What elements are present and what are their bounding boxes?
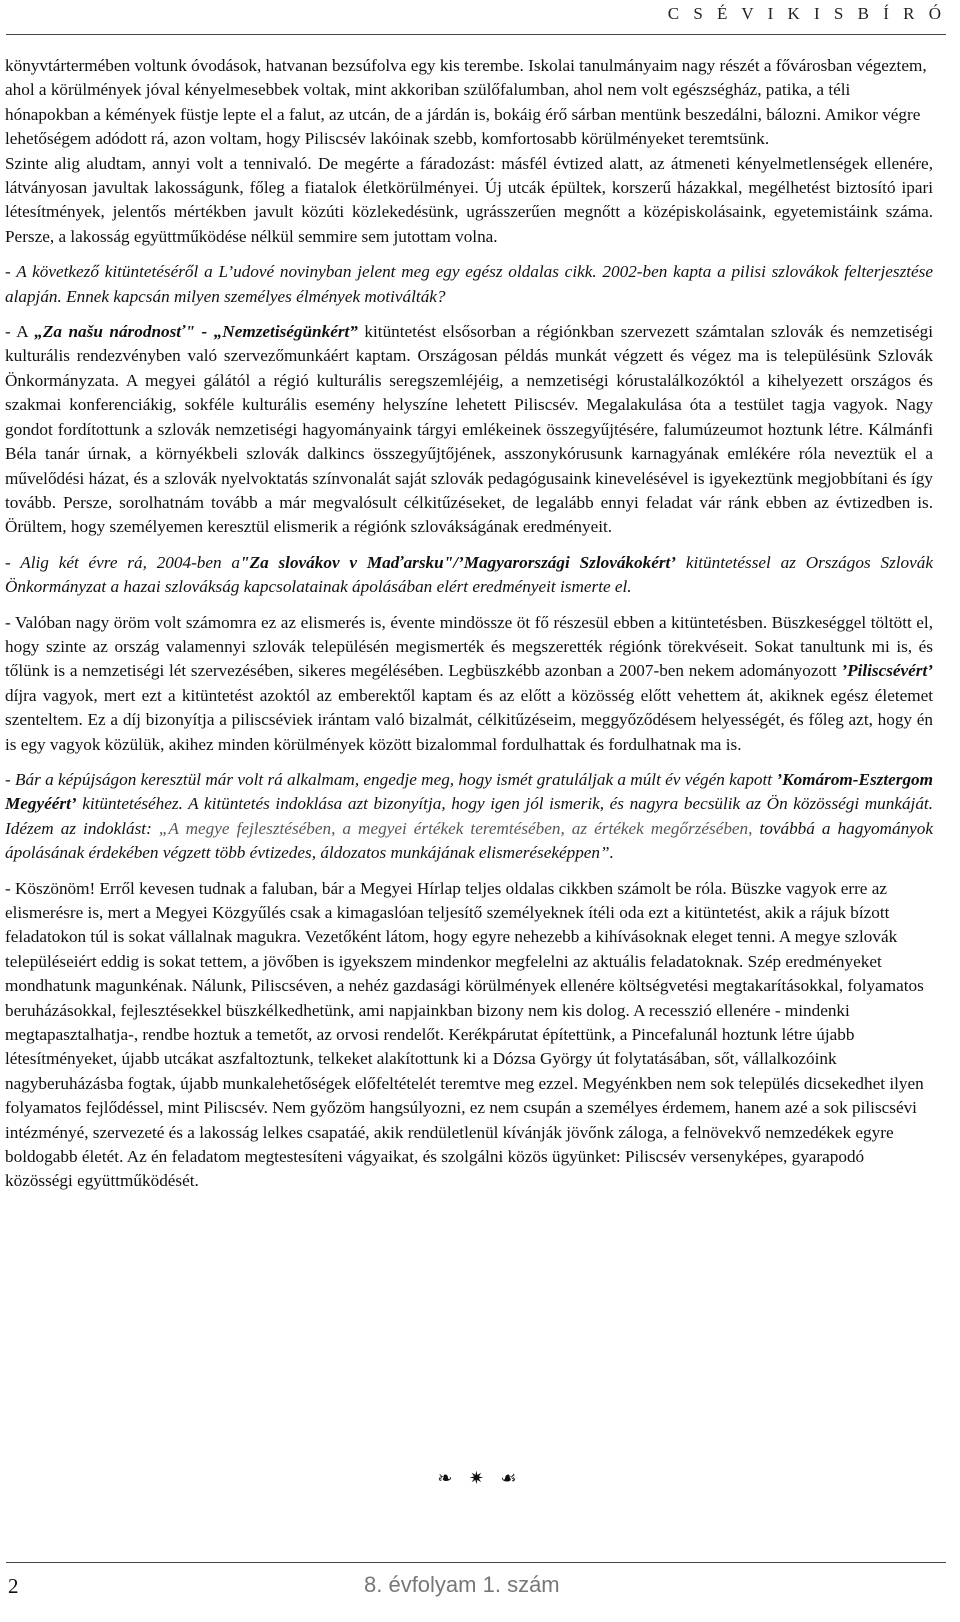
page-number: 2 xyxy=(8,1574,19,1598)
question-3 xyxy=(5,768,933,866)
question-1: - A következő kitüntetéséről a L’udové novinyban jelent meg egy egész oldalas cikk. 2002-ben kapta a pilisi szlovákok felterjesztése alapján. Ennek kapcsán milyen személyes élmények motiválták? xyxy=(5,262,933,306)
award-name-nemzetisegunkert: „Za našu národnosť" - „Nemzetiségünkért” xyxy=(34,322,358,342)
answer-2-prefix: - Valóban nagy öröm volt számomra ez az elismerés is, évente mindössze öt fő részesül ebben a kitüntetésben. Büszkeséggel töltött el, hogy szinte az ország valamennyi szlovák településén megismerték és megszerették régiónk törekvéseit. Sokat tanultunk mi is, és tőlünk is a nemzetiségi lét szervezésében, sikeres megélésében. Legbüszkébb azonban a 2007-ben nekem adományozott xyxy=(5,612,933,681)
ornament-divider: ❧ ✷ ☙ xyxy=(437,1468,523,1488)
question-3-text: továbbá a hagyományok ápolásának érdekében végzett több évtizedes, áldozatos munkájának elismeréseképpen”. xyxy=(5,818,934,863)
answer-1-prefix: - A xyxy=(5,322,35,342)
running-title: C S É V I K I S B Í R Ó xyxy=(667,4,946,23)
paragraph-1: könyvtártermében voltunk óvodások, hatvanan bezsúfolva egy kis terembe. Iskolai tanulmányaim nagy részét a fővárosban végeztem, ahol a körülmények jóval kényelmesebbek voltak, mint akkoriban szülőfalumban, ahol nem volt egészségház, patika, a téli hónapokban a kémények füstje lepte el a falut, az utcán, de a járdán is, bokáig érő sárban mentünk beszedálni, bálozni. Amikor végre lehetőségem adódott rá, azon voltam, hogy Piliscsév lakóinak szebb, komfortosabb körülményeket teremtsünk. xyxy=(5,56,927,149)
answer-2 xyxy=(5,611,933,757)
citation-quote: „A megye fejlesztésében, a megyei értékek teremtésében, az értékek megőrzésében, xyxy=(158,818,753,838)
award-name-piliscsevert: ’Piliscsévért’ xyxy=(841,661,933,681)
answer-3: - Köszönöm! Erről kevesen tudnak a faluban, bár a Megyei Hírlap teljes oldalas cikkben számolt be róla. Büszke vagyok erre az elismerésre is, mert a Megyei Közgyűlés csak a kimagaslóan teljesítő személyeknek ítéli oda ezt a kitüntetést, akik a rájuk bízott feladatokon túl is sokat vállalnak magukra. Vezetőként látom, hogy egyre nehezebb a kihívásoknak eleget tenni. A megye szlovák településeiért eddig is sokat tettem, a jövőben is igyekszem mindenkor megfelelni az aktuális feladatoknak. Szép eredményeket mondhatunk magunkénak. Nálunk, Piliscséven, a nehéz gazdasági körülmények ellenére költségvetési megtakarításokkal, folyamatos beruházásokkal, fejlesztésekkel büszkélkedhetünk, ami napjainkban bizony nem kis dolog. A recesszió ellenére - mindenki megtapasztalhatja-, rendbe hoztuk a temetőt, az orvosi rendelőt. Kerékpárutat építettünk, a Pincefalunál hoztunk létre újabb létesítményeket, újabb utcákat aszfaltoztunk, telkeket alakítottunk ki a Dózsa György út folytatásában, sőt, vállalkozóink nagyberuházásba fogtak, újabb munkalehetőségek előfeltételét teremtve meg ezzel. Megyénkben nem sok település dicsekedhet ilyen folyamatos fejlődéssel, mint Piliscsév. Nem győzöm hangsúlyozni, ez nem csupán a személyes érdemem, hanem azé a sok piliscsévi intézményé, szervezeté és a lakosság lelkes csapatáé, akik rendületlenül kívánják jövőnk záloga, a felnövekvő nemzedékek egyre boldogabb életét. Az én feladatom megtestesíteni vágyaikat, és szolgálni közös ügyünket: Piliscsév versenyképes, gyarapodó közösségi együttműködését. xyxy=(5,878,924,1191)
question-2-prefix: - Alig két évre rá, 2004-ben a xyxy=(5,552,241,572)
question-3-prefix: - Bár a képújságon keresztül már volt rá alkalmam, engedje meg, hogy ismét gratuláljak a múlt év végén kapott xyxy=(5,769,777,789)
paragraph-2: Szinte alig aludtam, annyi volt a tennivaló. De megérte a fáradozást: másfél évtized alatt, az átmeneti kényelmetlenségek ellenére, látványosan javultak lakosságunk, főleg a fiatalok életkörülményei. Új utcák épültek, korszerű házakkal, megélhetést biztosító ipari létesítmények, jelentős mértékben javult közúti közlekedésünk, ugrásszerűen megnőtt a középiskolásaink, egyetemistáink száma. Persze, a lakosság együttműködése nélkül semmire sem jutottam volna. xyxy=(5,153,933,246)
issue-label: 8. évfolyam 1. szám xyxy=(364,1572,560,1597)
answer-1-text: kitüntetést elsősorban a régiónkban szervezett számtalan szlovák és nemzetiségi kulturális rendezvényben való szervezőmunkáért kaptam. Országosan példás munkát végzett és végez ma is településünk Szlovák Önkormányzata. A megyei gálától a régió kulturális seregszemléjéig, a nemzetiségi kórustalálkozóktól a kihelyezett országos és szakmai konferenciákig, sokféle kulturális esemény helyszíne lehetett Piliscsév. Megalakulása óta a testület tagja vagyok. Nagy gondot fordítottunk a szlovák nemzetiségi hagyományaink tárgyi emlékeinek összegyűjtésére, falumúzeumot hoztunk létre. Kálmánfi Béla tanár úrnak, a környékbeli szlovák dalkincs összegyűjtőjének, asszonykórusunk karnagyának emlékére róla neveztük el a művelődési házat, és a szlovák nyelvoktatás színvonalát saját szlovák pedagógusaink kinevelésével is igyekeztünk megjobbítani és így tovább. Persze, sorolhatnám tovább a már megvalósult célkitűzéseket, de legalább ennyi feladat vár ránk ebben az évtizedben is. Örültem, hogy személyemen keresztül elismerik a régiónk szlovákságának eredményeit. xyxy=(5,322,933,537)
answer-1 xyxy=(5,320,933,540)
answer-2-text: díjra vagyok, mert ezt a kitüntetést azoktól az emberektől kaptam és az előtt a közösség előtt vehettem át, akiknek egész életemet szenteltem. Ez a díj bizonyítja a piliscséviek irántam való bizalmát, célkitűzéseim, meggyőződésem helyességét, és főleg azt, hogy én is egy vagyok közülük, akihez minden körülmények között bizalommal fordulhattak és fordulhatnak ma is. xyxy=(5,685,933,754)
award-name-megyeert: ’Komárom-Esztergom Megyéért’ xyxy=(5,769,933,814)
header-rule xyxy=(6,34,946,35)
award-name-szlovakokert: "Za slovákov v Maďarsku"/’Magyarországi Szlovákokért’ xyxy=(240,552,677,572)
article-body xyxy=(5,54,933,1194)
question-2 xyxy=(5,551,933,600)
question-3-middle: kitüntetéséhez. A kitüntetés indoklása azt bizonyítja, hogy igen jól ismerik, és nagyra becsülik az Ön közösségi munkáját. Idézem az indoklást: xyxy=(5,794,933,838)
footer-rule xyxy=(6,1562,946,1563)
question-2-text: kitüntetéssel az Országos Szlovák Önkormányzat a hazai szlovákság kapcsolatainak ápolásában elért eredményeit ismerte el. xyxy=(5,552,933,597)
